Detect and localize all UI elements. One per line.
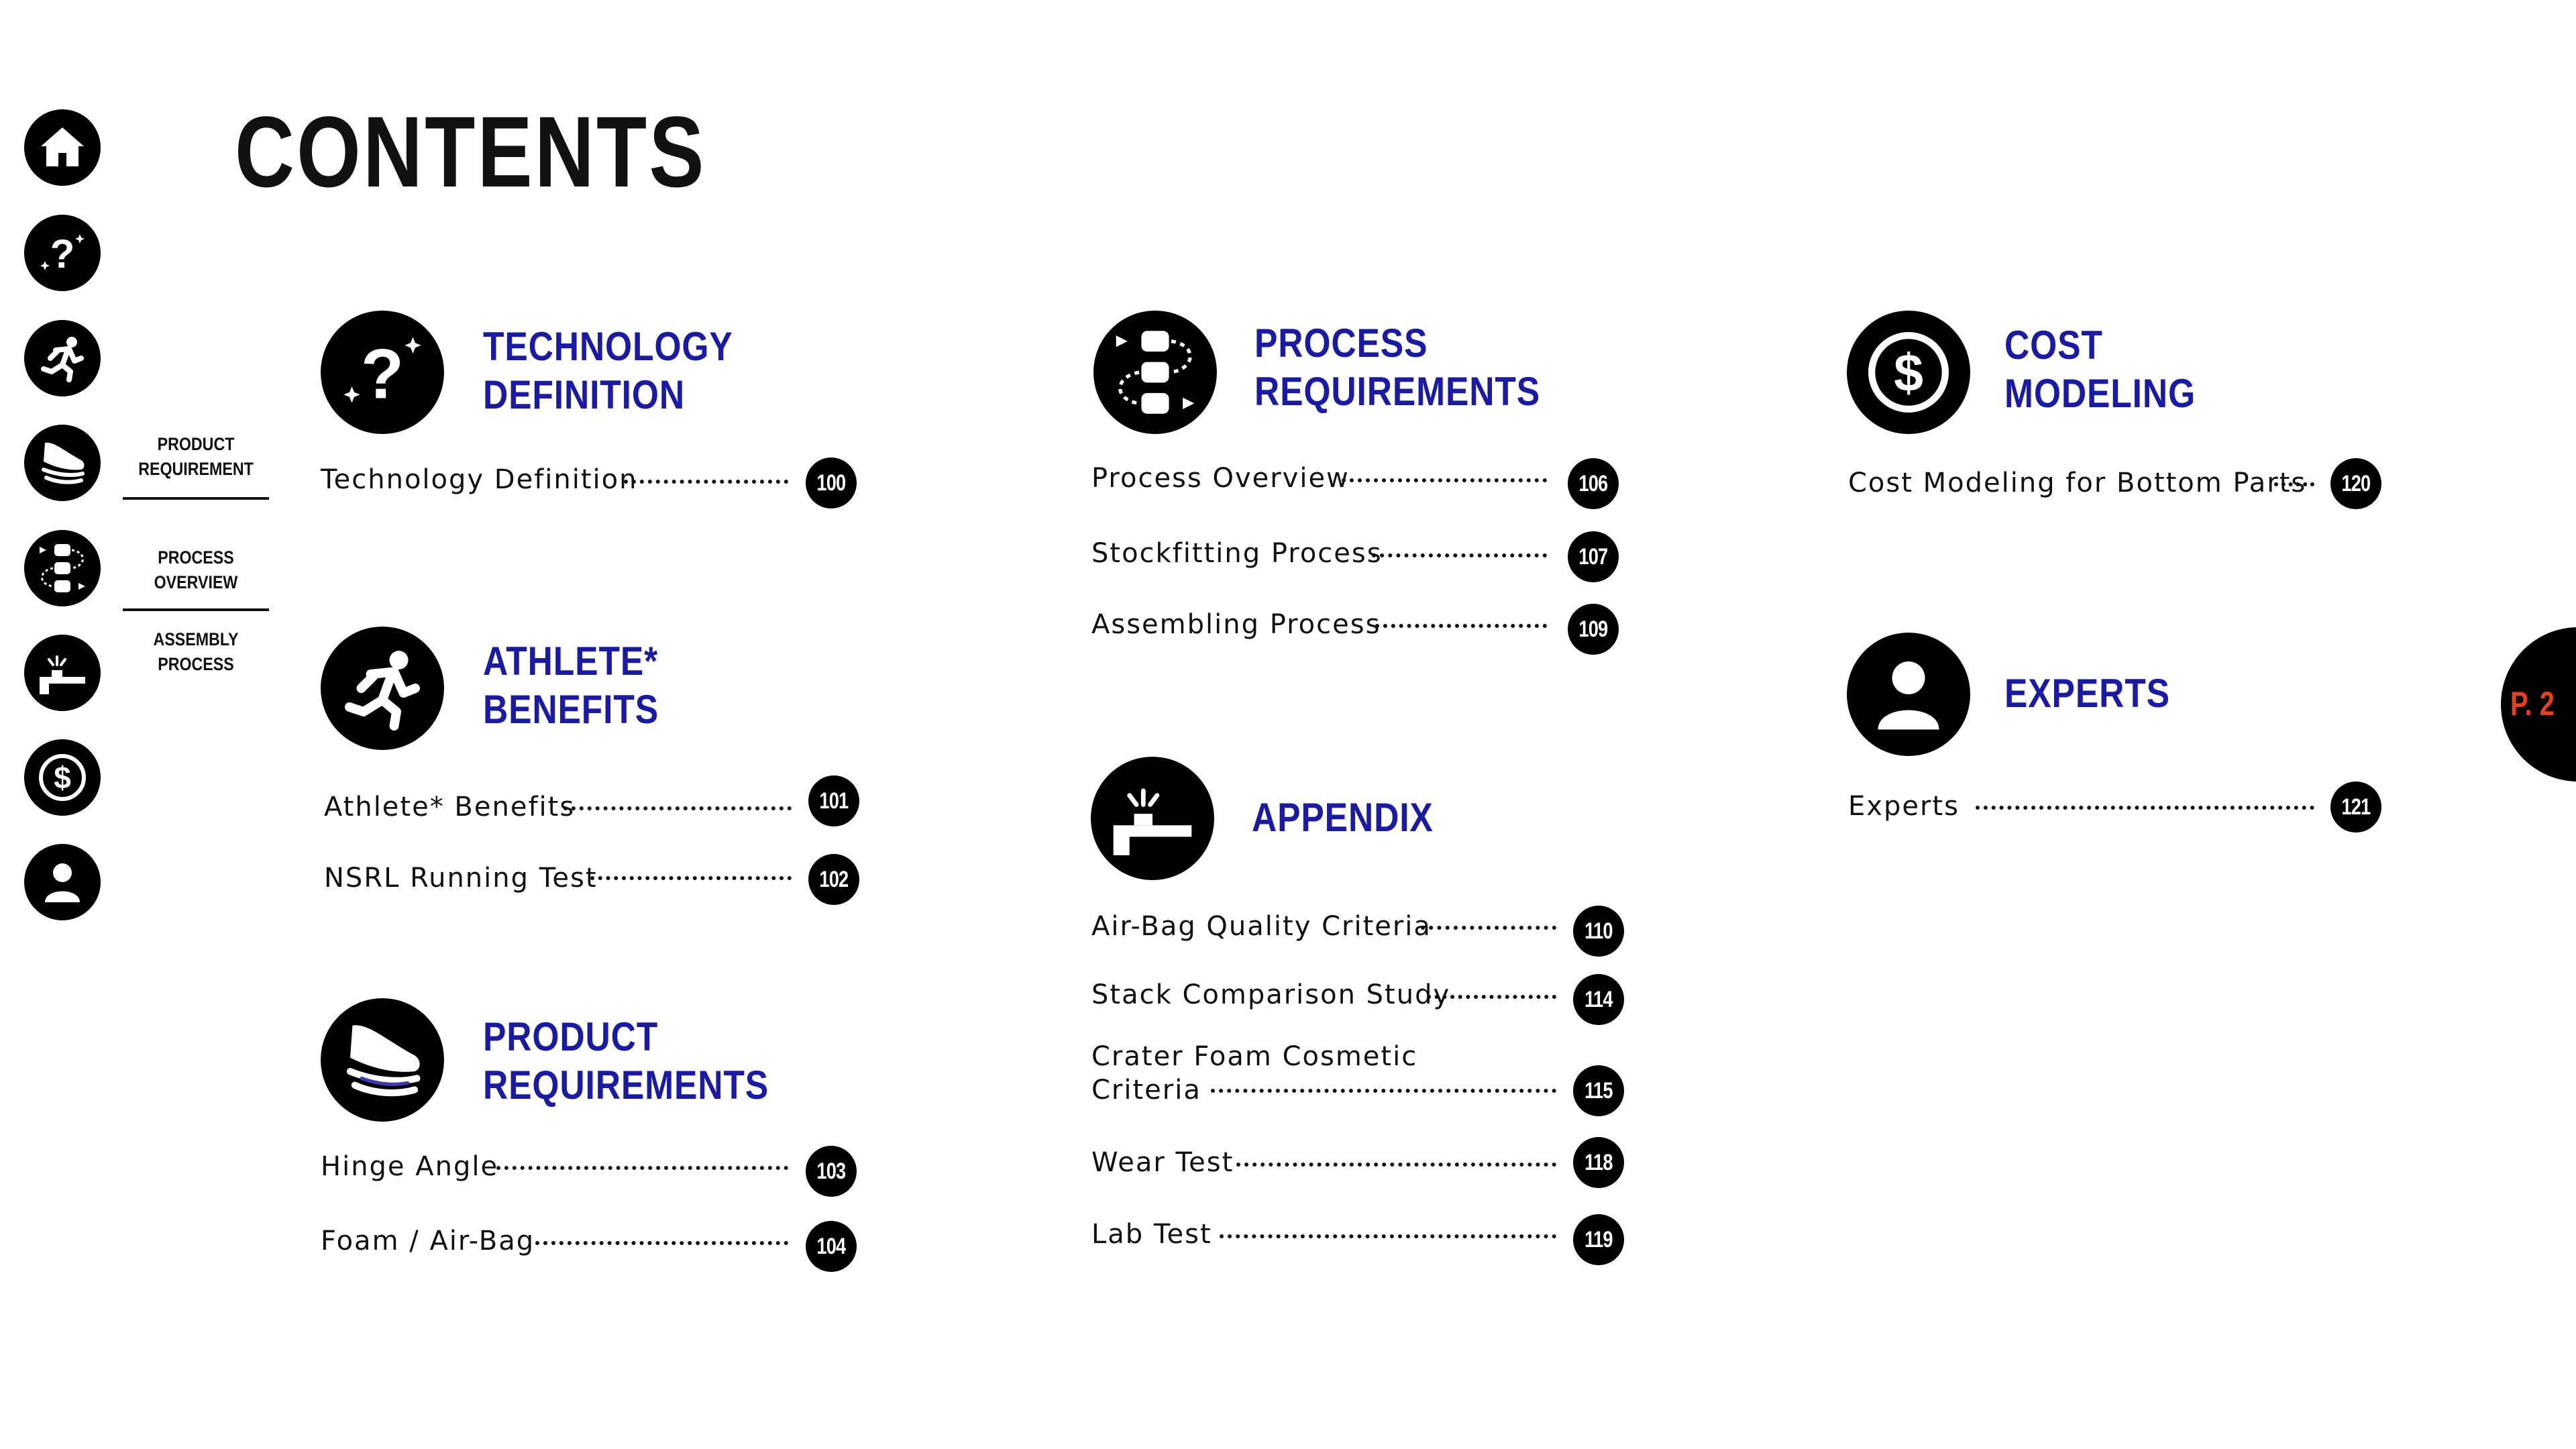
person-icon [1862, 647, 1955, 741]
page-indicator-label: P. 2 [2510, 685, 2555, 722]
page-number-badge[interactable]: 103 [806, 1146, 857, 1197]
leader-dots [1211, 1089, 1556, 1093]
sidebar-home-button[interactable] [24, 109, 101, 186]
process-icon [1107, 324, 1203, 421]
page-number-badge[interactable]: 119 [1573, 1214, 1624, 1265]
sidebar-process-button[interactable] [24, 530, 101, 606]
page-number-badge[interactable]: 109 [1568, 604, 1619, 655]
page-number-badge[interactable]: 106 [1568, 458, 1619, 509]
runner-icon [36, 331, 89, 385]
toc-entry-label[interactable]: Athlete* Benefits [324, 792, 576, 822]
svg-text:$: $ [54, 760, 71, 795]
toc-entry-label[interactable]: Hinge Angle [321, 1151, 499, 1182]
leader-dots [564, 806, 792, 810]
sidebar-cost-button[interactable] [24, 739, 101, 816]
svg-text:?: ? [50, 231, 75, 276]
appendix-icon [1104, 770, 1201, 867]
toc-entry-label[interactable]: Technology Definition [321, 464, 638, 495]
leader-dots [1976, 806, 2314, 810]
product-section-icon [321, 998, 444, 1122]
shoe-icon [334, 1012, 431, 1108]
process-section-icon [1093, 311, 1217, 434]
toc-entry-label[interactable]: Foam / Air-Bag [321, 1226, 535, 1256]
page-number-badge[interactable]: 118 [1573, 1137, 1624, 1188]
toc-entry-label[interactable]: NSRL Running Test [324, 863, 598, 894]
toc-entry-label[interactable]: Stockfitting Process [1091, 538, 1383, 569]
question-icon [36, 226, 89, 280]
athlete-section-icon [321, 627, 444, 750]
toc-entry-label[interactable]: Process Overview [1091, 463, 1350, 494]
appendix-section-icon [1091, 757, 1214, 880]
page-number-badge[interactable]: 120 [2330, 458, 2381, 509]
page-number-badge[interactable]: 110 [1573, 906, 1624, 957]
svg-text:?: ? [360, 335, 405, 414]
toc-entry-label[interactable]: Cost Modeling for Bottom Parts [1848, 468, 2307, 498]
technology-section-title: TECHNOLOGY DEFINITION [483, 324, 733, 417]
toc-entry-label[interactable]: Stack Comparison Study [1091, 979, 1451, 1010]
appendix-icon [34, 645, 91, 701]
dollar-icon [1860, 324, 1957, 421]
leader-dots [2274, 482, 2314, 486]
page-number-badge[interactable]: 121 [2330, 782, 2381, 833]
sidebar-divider [123, 608, 269, 611]
athlete-section-title: ATHLETE* BENEFITS [483, 639, 659, 732]
sidebar-product-button[interactable] [24, 425, 101, 501]
toc-entry-label-continued[interactable]: Criteria [1091, 1075, 1201, 1106]
page-number-badge[interactable]: 114 [1573, 974, 1624, 1025]
person-icon [36, 855, 89, 909]
page-number-badge[interactable]: 104 [806, 1221, 857, 1272]
cost-section-title: COST MODELING [2004, 323, 2196, 416]
leader-dots [590, 876, 792, 880]
leader-dots [1372, 553, 1547, 557]
sidebar-divider [123, 497, 269, 500]
leader-dots [624, 480, 788, 484]
svg-text:$: $ [1894, 343, 1923, 402]
question-icon [335, 325, 429, 419]
leader-dots [1421, 926, 1556, 930]
toc-entry-label[interactable]: Assembling Process [1091, 609, 1381, 640]
sidebar-technology-button[interactable] [24, 215, 101, 291]
home-icon [36, 121, 89, 174]
runner-icon [335, 641, 429, 735]
product-section-title: PRODUCT REQUIREMENTS [483, 1014, 769, 1108]
page-number-badge[interactable]: 107 [1568, 531, 1619, 582]
appendix-section-title: APPENDIX [1252, 795, 1434, 840]
process-icon [34, 540, 91, 596]
sidebar-experts-button[interactable] [24, 844, 101, 920]
toc-entry-label[interactable]: Air-Bag Quality Criteria [1091, 911, 1432, 942]
sidebar-link-assembly-process[interactable]: ASSEMBLY PROCESS [153, 629, 239, 674]
leader-dots [1236, 1163, 1556, 1167]
page-number-badge[interactable]: 115 [1573, 1065, 1624, 1116]
shoe-icon [34, 435, 91, 491]
process-section-title: PROCESS REQUIREMENTS [1254, 321, 1541, 414]
experts-section-icon [1847, 633, 1970, 756]
sidebar-link-product-requirement[interactable]: PRODUCT REQUIREMENT [138, 434, 254, 479]
sidebar-appendix-button[interactable] [24, 635, 101, 711]
dollar-icon [34, 749, 91, 806]
toc-entry-label[interactable]: Lab Test [1091, 1219, 1212, 1250]
leader-dots [1342, 478, 1547, 482]
leader-dots [496, 1166, 788, 1170]
leader-dots [535, 1241, 788, 1245]
page-number-badge[interactable]: 101 [808, 775, 859, 826]
page-number-badge[interactable]: 100 [806, 458, 857, 508]
toc-entry-label[interactable]: Experts [1848, 791, 1960, 822]
toc-entry-label[interactable]: Wear Test [1091, 1147, 1234, 1178]
experts-section-title: EXPERTS [2004, 671, 2170, 716]
page-title: CONTENTS [235, 95, 706, 208]
cost-section-icon [1847, 311, 1970, 434]
toc-entry-label[interactable]: Crater Foam Cosmetic [1091, 1041, 1418, 1072]
leader-dots [1220, 1234, 1556, 1238]
technology-section-icon [321, 311, 444, 434]
page-number-badge[interactable]: 102 [808, 854, 859, 905]
sidebar-athlete-button[interactable] [24, 320, 101, 396]
leader-dots [1375, 624, 1547, 628]
leader-dots [1427, 995, 1556, 999]
sidebar-link-process-overview[interactable]: PROCESS OVERVIEW [154, 547, 238, 592]
